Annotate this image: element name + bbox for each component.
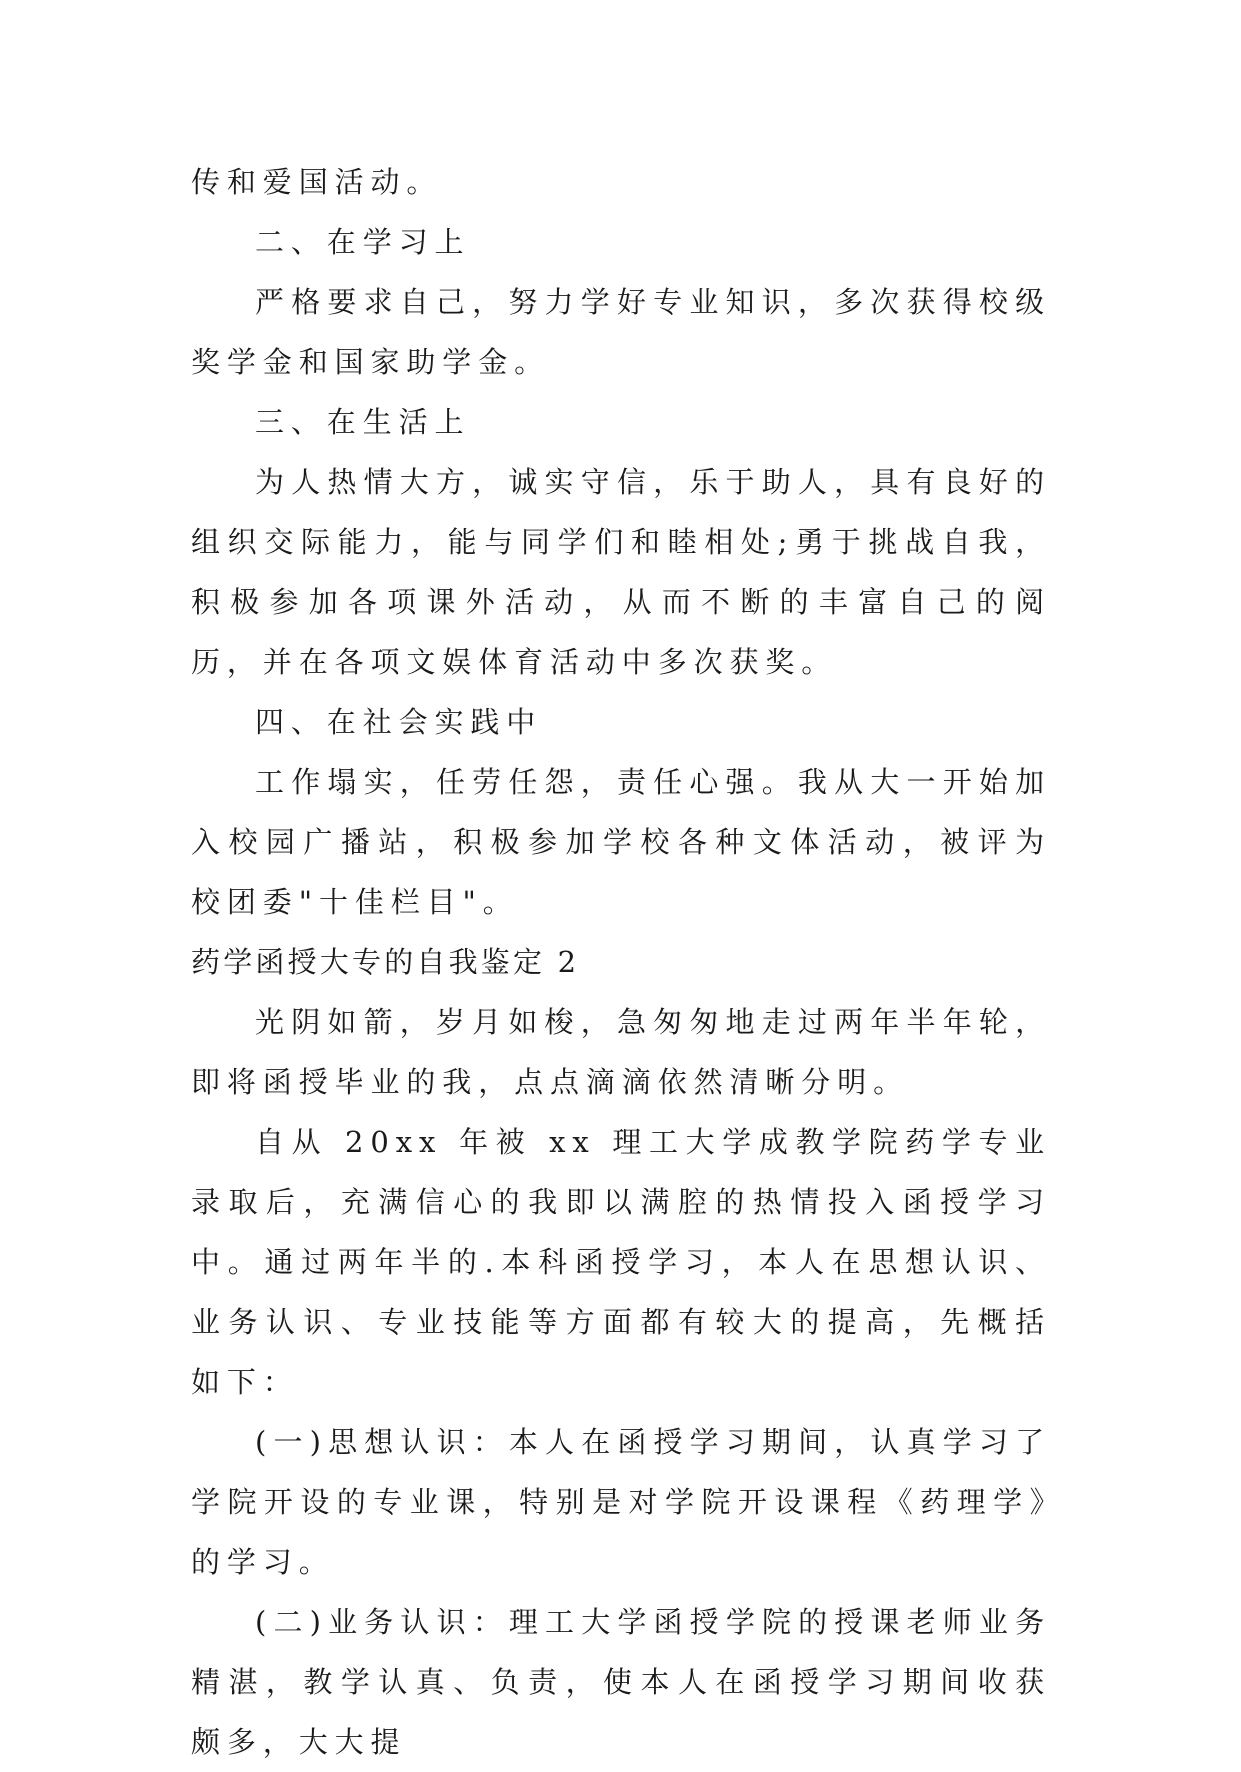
paragraph-study: 严格要求自己，努力学好专业知识，多次获得校级奖学金和国家助学金。 <box>191 285 1051 379</box>
paragraph-continuation: 传和爱国活动。 <box>191 165 443 199</box>
document-body <box>191 152 1051 1772</box>
paragraph-enrollment: 自从 20xx 年被 xx 理工大学成教学院药学专业录取后，充满信心的我即以满腔的热情投入函授学习中。通过两年半的.本科函授学习，本人在思想认识、业务认识、专业技能等方面都有较大的提高，先概括如下： <box>191 1125 1051 1399</box>
section-heading-study: 二、在学习上 <box>255 225 471 259</box>
paragraph-professional: (二)业务认识：理工大学函授学院的授课老师业务精湛，教学认真、负责，使本人在函授学习期间收获颇多，大大提 <box>191 1605 1051 1759</box>
paragraph-social-practice: 工作塌实，任劳任怨，责任心强。我从大一开始加入校园广播站，积极参加学校各种文体活动，被评为校团委"十佳栏目"。 <box>191 765 1051 919</box>
section-heading-life: 三、在生活上 <box>255 405 471 439</box>
paragraph-life: 为人热情大方，诚实守信，乐于助人，具有良好的组织交际能力，能与同学们和睦相处;勇于挑战自我，积极参加各项课外活动，从而不断的丰富自己的阅历，并在各项文娱体育活动中多次获奖。 <box>191 465 1051 679</box>
paragraph-intro: 光阴如箭，岁月如梭，急匆匆地走过两年半年轮，即将函授毕业的我，点点滴滴依然清晰分明。 <box>191 1005 1051 1099</box>
paragraph-ideological: (一)思想认识：本人在函授学习期间，认真学习了学院开设的专业课，特别是对学院开设课程《药理学》的学习。 <box>191 1425 1051 1579</box>
section-heading-social-practice: 四、在社会实践中 <box>255 705 543 739</box>
article-title: 药学函授大专的自我鉴定 2 <box>191 945 580 979</box>
